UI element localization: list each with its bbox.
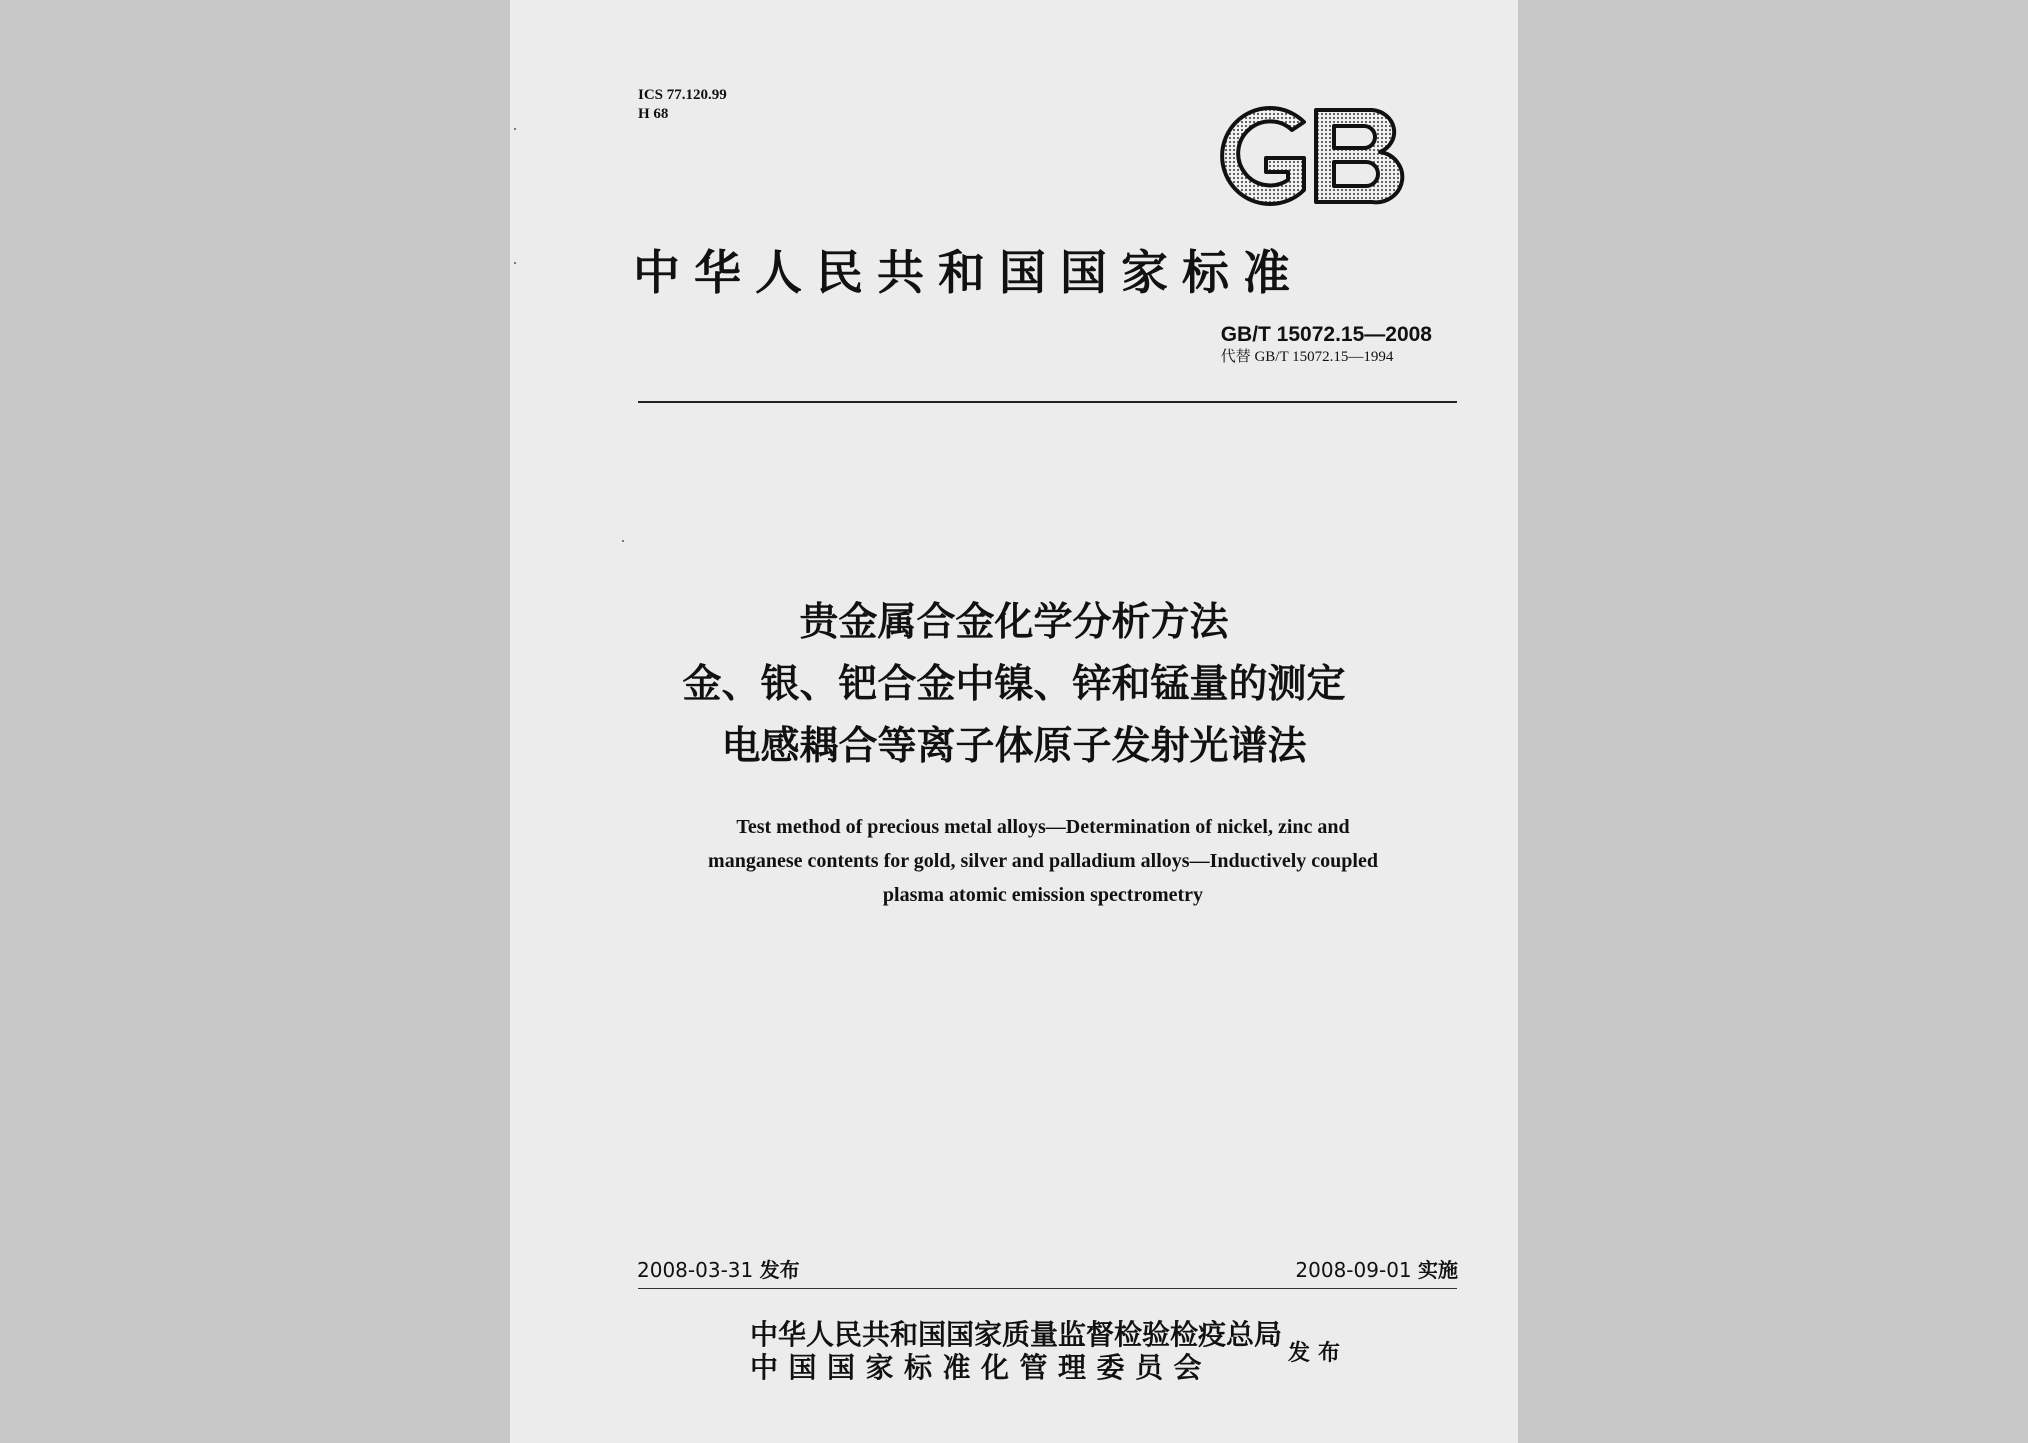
english-title [610, 810, 1476, 912]
chinese-title [510, 592, 1518, 778]
scan-speck [514, 262, 516, 264]
scan-speck [622, 540, 624, 542]
issue-label: 发布 [759, 1258, 800, 1282]
implementation-date: 2008-09-01 [1295, 1258, 1412, 1282]
implementation-date-line [1295, 1257, 1458, 1283]
issuing-authorities [750, 1318, 1282, 1384]
standard-code-block [1221, 323, 1432, 367]
issue-date: 2008-03-31 [637, 1258, 754, 1282]
country-standard-title: 中华人民共和国国家标准 [633, 246, 1304, 301]
ccs-code: H 68 [638, 106, 669, 122]
classification-codes [638, 86, 727, 124]
chinese-title-line: 金、银、钯合金中镍、锌和锰量的测定 [682, 662, 1346, 707]
publish-label: 发布 [1288, 1341, 1349, 1366]
header-divider [638, 401, 1457, 403]
implementation-label: 实施 [1418, 1258, 1458, 1282]
english-title-line: Test method of precious metal alloys—Determination of nickel, zinc and [736, 816, 1350, 838]
ics-code: ICS 77.120.99 [638, 87, 727, 103]
document-page [510, 0, 1518, 1443]
standard-number: GB/T 15072.15—2008 [1220, 323, 1432, 346]
chinese-title-line: 贵金属合金化学分析方法 [799, 600, 1229, 645]
issuer-name: 中华人民共和国国家质量监督检验检疫总局 [750, 1318, 1283, 1351]
issue-date-line [637, 1257, 800, 1283]
chinese-title-line: 电感耦合等离子体原子发射光谱法 [721, 724, 1307, 769]
footer-divider [638, 1288, 1457, 1289]
replaces-standard: 代替 GB/T 15072.15—1994 [1220, 349, 1394, 365]
gb-logo [1204, 100, 1414, 210]
english-title-line: plasma atomic emission spectrometry [882, 884, 1204, 906]
issuer-name: 中国国家标准化管理委员会 [750, 1351, 1213, 1384]
scan-speck [514, 128, 516, 130]
english-title-line: manganese contents for gold, silver and palladium alloys—Inductively coupled [708, 850, 1378, 872]
